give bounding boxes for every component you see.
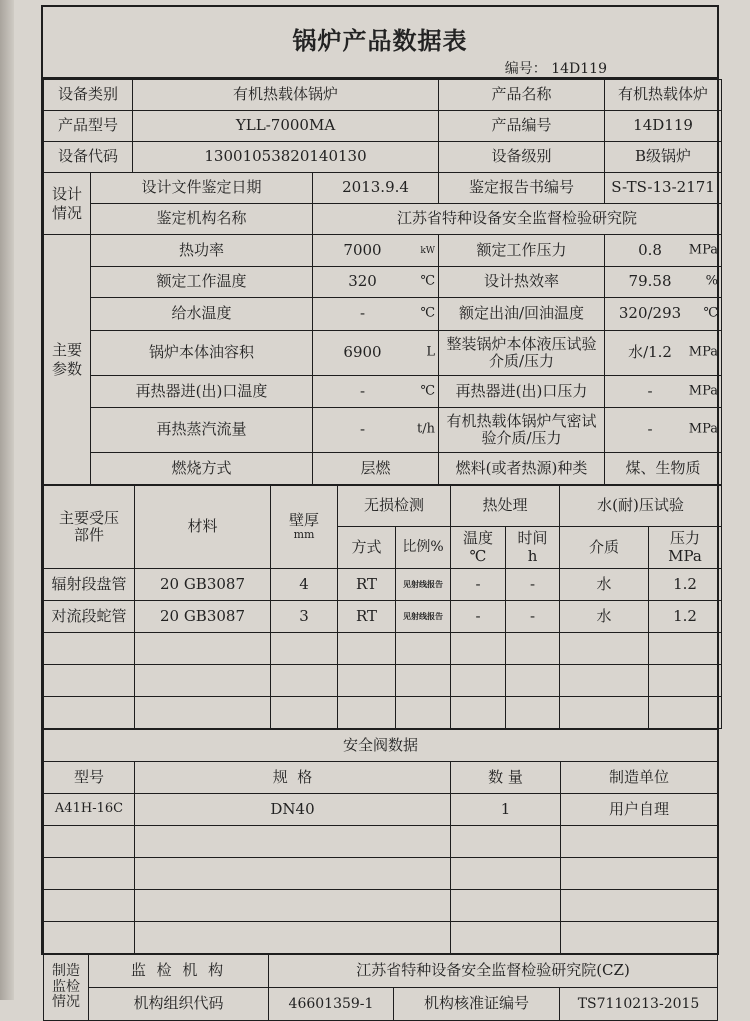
product-number-label: 产品编号 [439,111,605,142]
part-thickness [271,665,338,697]
valve-maker [561,890,718,922]
appraisal-date-value: 2013.9.4 [313,173,439,204]
part-material: 20 GB3087 [135,601,271,633]
part-ndt-method [338,633,396,665]
part-thickness [271,697,338,729]
appraisal-agency-value: 江苏省特种设备安全监督检验研究院 [313,204,722,235]
param-right-value: - MPa [605,376,722,408]
param-right-value: 0.8 MPa [605,235,722,267]
equipment-code-value: 13001053820140130 [133,142,439,173]
header-pt-medium: 介质 [560,527,649,569]
row-equipment-category [44,80,722,111]
safety-valve-header-row [44,762,718,794]
part-thickness: 4 [271,569,338,601]
appraisal-date-label: 设计文件鉴定日期 [91,173,313,204]
valve-qty [451,890,561,922]
param-right-label: 额定出油/回油温度 [439,298,605,331]
valve-qty [451,826,561,858]
header-pt-pressure: 压力 MPa [649,527,722,569]
inspection-agency-row [44,955,718,988]
report-no-value: S-TS-13-2171 [605,173,722,204]
part-test-medium [560,665,649,697]
param-left-value: - ℃ [313,298,439,331]
equipment-category-label: 设备类别 [44,80,133,111]
param-row-1 [44,267,722,298]
valve-spec [135,890,451,922]
part-ht-temp: - [451,601,506,633]
document-number-label: 编号： [504,61,547,77]
valve-model: A41H-16C [44,794,135,826]
part-name [44,633,135,665]
valve-maker [561,858,718,890]
part-ndt-method [338,697,396,729]
report-no-label: 鉴定报告书编号 [439,173,605,204]
part-ht-time [506,633,560,665]
row-product-model [44,111,722,142]
param-right-label: 再热器进(出)口压力 [439,376,605,408]
safety-valve-table [43,729,718,954]
valve-spec [135,922,451,954]
part-name: 对流段蛇管 [44,601,135,633]
part-material [135,665,271,697]
inspection-code-row [44,988,718,1021]
part-ht-time [506,697,560,729]
part-ht-time [506,665,560,697]
part-ht-temp [451,697,506,729]
part-ndt-method: RT [338,601,396,633]
valve-qty [451,922,561,954]
param-left-value: - t/h [313,408,439,453]
approval-no-value: TS7110213-2015 [560,988,718,1021]
valve-spec [135,826,451,858]
part-material [135,697,271,729]
header-material: 材料 [135,486,271,569]
part-test-pressure [649,633,722,665]
valve-model [44,826,135,858]
valve-model [44,858,135,890]
part-ht-time: - [506,569,560,601]
valve-maker: 用户自理 [561,794,718,826]
param-row-2 [44,298,722,331]
param-left-value: - ℃ [313,376,439,408]
equipment-grade-value: B级锅炉 [605,142,722,173]
param-left-label: 再热器进(出)口温度 [91,376,313,408]
row-appraisal-agency [44,204,722,235]
header-ht-time: 时间 h [506,527,560,569]
param-right-label: 燃料(或者热源)种类 [439,453,605,485]
param-right-label: 整装锅炉本体液压试验介质/压力 [439,331,605,376]
product-model-value: YLL-7000MA [133,111,439,142]
part-name: 辐射段盘管 [44,569,135,601]
header-heat-treatment: 热处理 [451,486,560,527]
header-valve-model: 型号 [44,762,135,794]
part-test-pressure [649,697,722,729]
param-left-value: 7000 kW [313,235,439,267]
equipment-code-label: 设备代码 [44,142,133,173]
header-ndt-method: 方式 [338,527,396,569]
param-right-value: - MPa [605,408,722,453]
part-test-medium [560,633,649,665]
design-section-label: 设计情况 [44,173,91,235]
org-code-value: 46601359-1 [269,988,394,1021]
inspection-agency-label: 监 检 机 构 [89,955,269,988]
header-thickness: 壁厚 mm [271,486,338,569]
part-thickness [271,633,338,665]
valve-spec: DN40 [135,794,451,826]
param-row-6 [44,453,722,485]
pressure-row-empty [44,697,722,729]
part-ndt-ratio: 见射线报告 [396,601,451,633]
part-test-medium: 水 [560,569,649,601]
equipment-category-value: 有机热载体锅炉 [133,80,439,111]
part-ht-temp: - [451,569,506,601]
org-code-label: 机构组织代码 [89,988,269,1021]
pressure-row [44,569,722,601]
part-ndt-ratio [396,697,451,729]
inspection-section-label: 制造监检情况 [44,955,89,1021]
safety-valve-row-empty [44,922,718,954]
part-material: 20 GB3087 [135,569,271,601]
param-row-4 [44,376,722,408]
inspection-table [43,954,718,1021]
valve-maker [561,826,718,858]
param-row-5 [44,408,722,453]
pressure-header-row-1 [44,486,722,527]
param-left-value: 层燃 [313,453,439,485]
part-ndt-method: RT [338,569,396,601]
header-valve-qty: 数 量 [451,762,561,794]
param-left-value: 320 ℃ [313,267,439,298]
approval-no-label: 机构核准证编号 [394,988,560,1021]
header-valve-spec: 规 格 [135,762,451,794]
part-test-medium [560,697,649,729]
part-ndt-method [338,665,396,697]
param-right-value: 煤、生物质 [605,453,722,485]
param-left-label: 热功率 [91,235,313,267]
param-right-value: 79.58 % [605,267,722,298]
param-left-label: 给水温度 [91,298,313,331]
part-test-pressure [649,665,722,697]
safety-valve-row-empty [44,890,718,922]
part-ht-time: - [506,601,560,633]
document-number-value: 14D119 [551,61,607,77]
part-ndt-ratio [396,665,451,697]
title-block [43,7,717,79]
safety-valve-title-row [44,730,718,762]
valve-qty: 1 [451,794,561,826]
part-ht-temp [451,633,506,665]
param-left-label: 燃烧方式 [91,453,313,485]
param-right-value: 320/293 ℃ [605,298,722,331]
product-name-label: 产品名称 [439,80,605,111]
part-test-pressure: 1.2 [649,601,722,633]
part-name [44,697,135,729]
pressure-row-empty [44,633,722,665]
part-ndt-ratio: 见射线报告 [396,569,451,601]
param-right-label: 设计热效率 [439,267,605,298]
valve-model [44,890,135,922]
safety-valve-row-empty [44,826,718,858]
header-ndt-ratio: 比例% [396,527,451,569]
param-left-label: 再热蒸汽流量 [91,408,313,453]
pressure-row-empty [44,665,722,697]
header-part: 主要受压部件 [44,486,135,569]
valve-maker [561,922,718,954]
param-right-value: 水/1.2 MPa [605,331,722,376]
page-edge-shadow [0,0,14,1000]
part-material [135,633,271,665]
row-appraisal-date [44,173,722,204]
equipment-grade-label: 设备级别 [439,142,605,173]
basic-info-table [43,79,722,485]
document-title: 锅炉产品数据表 [292,26,468,55]
appraisal-agency-label: 鉴定机构名称 [91,204,313,235]
pressure-parts-table [43,485,722,729]
part-name [44,665,135,697]
inspection-agency-value: 江苏省特种设备安全监督检验研究院(CZ) [269,955,718,988]
boiler-data-sheet [41,5,719,1013]
part-test-medium: 水 [560,601,649,633]
main-params-section-label: 主要参数 [44,235,91,485]
pressure-row [44,601,722,633]
part-test-pressure: 1.2 [649,569,722,601]
safety-valve-title: 安全阀数据 [44,730,718,762]
header-ht-temp: 温度 ℃ [451,527,506,569]
valve-model [44,922,135,954]
param-row-0 [44,235,722,267]
document-number [505,58,607,78]
param-right-label: 有机热载体锅炉气密试验介质/压力 [439,408,605,453]
param-left-label: 额定工作温度 [91,267,313,298]
part-thickness: 3 [271,601,338,633]
param-left-label: 锅炉本体油容积 [91,331,313,376]
header-ndt: 无损检测 [338,486,451,527]
param-row-3 [44,331,722,376]
row-equipment-code [44,142,722,173]
header-pressure-test: 水(耐)压试验 [560,486,722,527]
part-ht-temp [451,665,506,697]
safety-valve-row [44,794,718,826]
param-right-label: 额定工作压力 [439,235,605,267]
safety-valve-row-empty [44,858,718,890]
product-number-value: 14D119 [605,111,722,142]
header-valve-maker: 制造单位 [561,762,718,794]
valve-qty [451,858,561,890]
part-ndt-ratio [396,633,451,665]
param-left-value: 6900 L [313,331,439,376]
product-name-value: 有机热载体炉 [605,80,722,111]
valve-spec [135,858,451,890]
product-model-label: 产品型号 [44,111,133,142]
